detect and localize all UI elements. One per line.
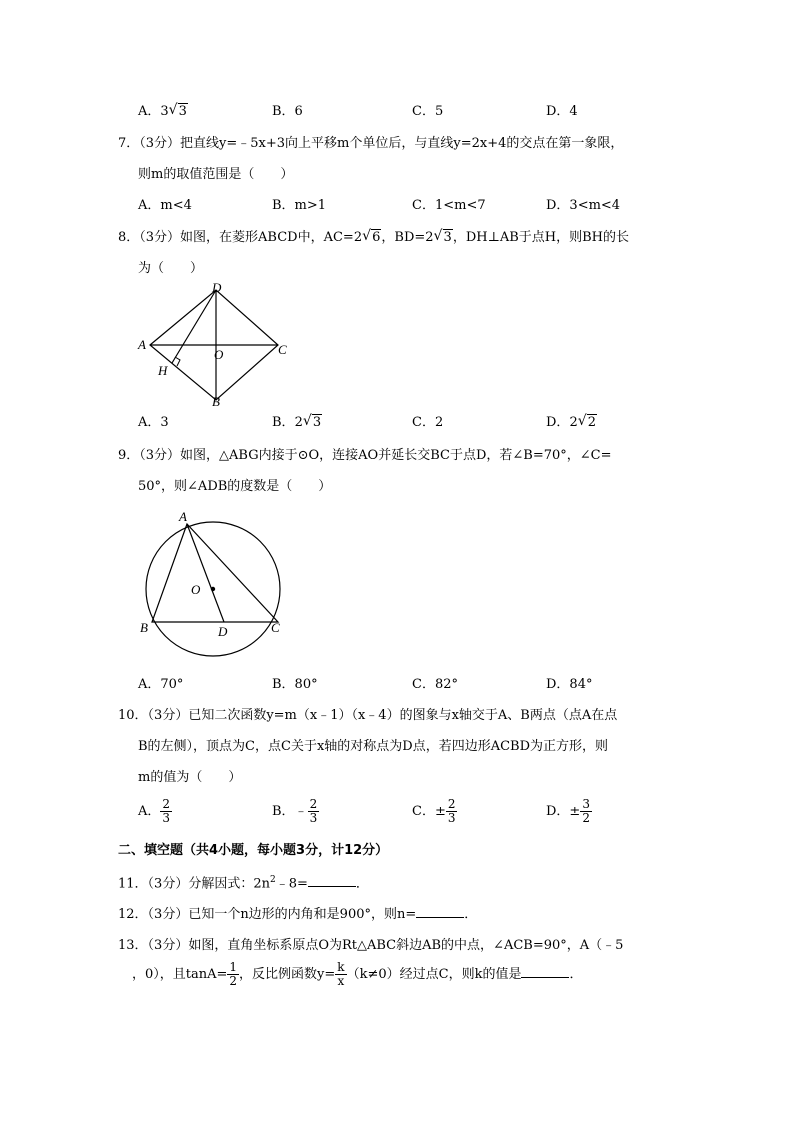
q6-option-b: B．6 — [272, 104, 303, 119]
q8-label-o: O — [214, 347, 224, 362]
q9-label-b: B — [140, 620, 148, 635]
q13-stem-line1: 13．（3分）如图，直角坐标系原点O为Rt△ABC斜边AB的中点，∠ACB=90°，A（﹣5 — [118, 938, 624, 953]
q7-option-b: B．m>1 — [272, 198, 327, 213]
q7-option-d: D．3<m<4 — [546, 198, 621, 213]
q7-stem-line2: 则m的取值范围是（ ） — [138, 167, 294, 182]
q9-option-a: A．70° — [138, 677, 184, 692]
q7-option-c: C．1<m<7 — [412, 198, 486, 213]
q8-option-a: A．3 — [138, 415, 169, 430]
q9-label-c: C — [271, 620, 280, 635]
q10-option-d: D．± $\frac{3}{2}$ — [546, 797, 590, 826]
section-2-title: 二、填空题（共4小题，每小题3分，计12分） — [118, 843, 389, 858]
q8-stem-line2: 为（ ） — [138, 261, 204, 276]
q6-option-c: C．5 — [412, 104, 444, 119]
q12-answer-blank[interactable] — [416, 907, 464, 918]
q8-label-d: D — [212, 280, 222, 295]
q6-option-d: D．4 — [546, 104, 578, 119]
q9-circle-figure — [134, 505, 294, 665]
q10-option-c: C．± $\frac{2}{3}$ — [412, 797, 456, 826]
q10-option-a: A． $\frac{2}{3}$ — [138, 797, 171, 826]
q11-stem: 11．（3分）分解因式：$2n^2﹣8=$ ． — [118, 875, 369, 892]
q8-option-c: C．2 — [412, 415, 444, 430]
q9-label-o: O — [191, 582, 201, 597]
q8-label-h: H — [158, 363, 168, 378]
q10-option-b: B．﹣ $\frac{2}{3}$ — [272, 797, 318, 826]
q9-stem-line2: 50°，则∠ADB的度数是（ ） — [138, 479, 332, 494]
q9-label-d: D — [218, 624, 228, 639]
q12-stem: 12．（3分）已知一个n边形的内角和是900°，则n= ． — [118, 907, 478, 922]
q8-rhombus-figure — [130, 280, 300, 410]
q9-option-d: D．84° — [546, 677, 593, 692]
q8-label-c: C — [278, 342, 287, 357]
q7-option-a: A．m<4 — [138, 198, 192, 213]
q10-stem-line3: m的值为（ ） — [138, 770, 242, 785]
q13-answer-blank[interactable] — [521, 967, 569, 978]
q13-stem-line2: ，0），且tanA= $\frac{1}{2}$ ，反比例函数y= $\frac{k}{x}$ （k≠0）经过点C，则k的值是 ． — [132, 960, 583, 989]
q9-stem-line1: 9．（3分）如图，△ABG内接于⊙O，连接AO并延长交BC于点D，若∠B=70°，∠C= — [118, 448, 612, 463]
q8-option-b: B．2 √ 3 — [272, 413, 322, 430]
q8-label-b: B — [212, 394, 220, 409]
q10-stem-line2: B的左侧），顶点为C，点C关于x轴的对称点为D点，若四边形ACBD为正方形，则 — [138, 739, 609, 754]
q8-stem-line1: 8．（3分）如图，在菱形ABCD中，AC=2 √ 6，BD=2 √ 3，DH⊥AB于点H，则BH的长 — [118, 228, 629, 245]
q7-stem-line1: 7．（3分）把直线y=﹣5x+3向上平移m个单位后，与直线y=2x+4的交点在第一象限， — [118, 136, 624, 151]
q9-option-c: C．82° — [412, 677, 458, 692]
q8-option-d: D．2 √ 2 — [546, 413, 596, 430]
q9-option-b: B．80° — [272, 677, 318, 692]
q11-answer-blank[interactable] — [308, 876, 356, 887]
q9-label-a: A — [179, 509, 187, 524]
q6-option-a: A．3 √ 3 — [138, 102, 187, 119]
q8-label-a: A — [138, 337, 146, 352]
q10-stem-line1: 10．（3分）已知二次函数y=m（x﹣1）（x﹣4）的图象与x轴交于A、B两点（点A在点 — [118, 708, 618, 723]
